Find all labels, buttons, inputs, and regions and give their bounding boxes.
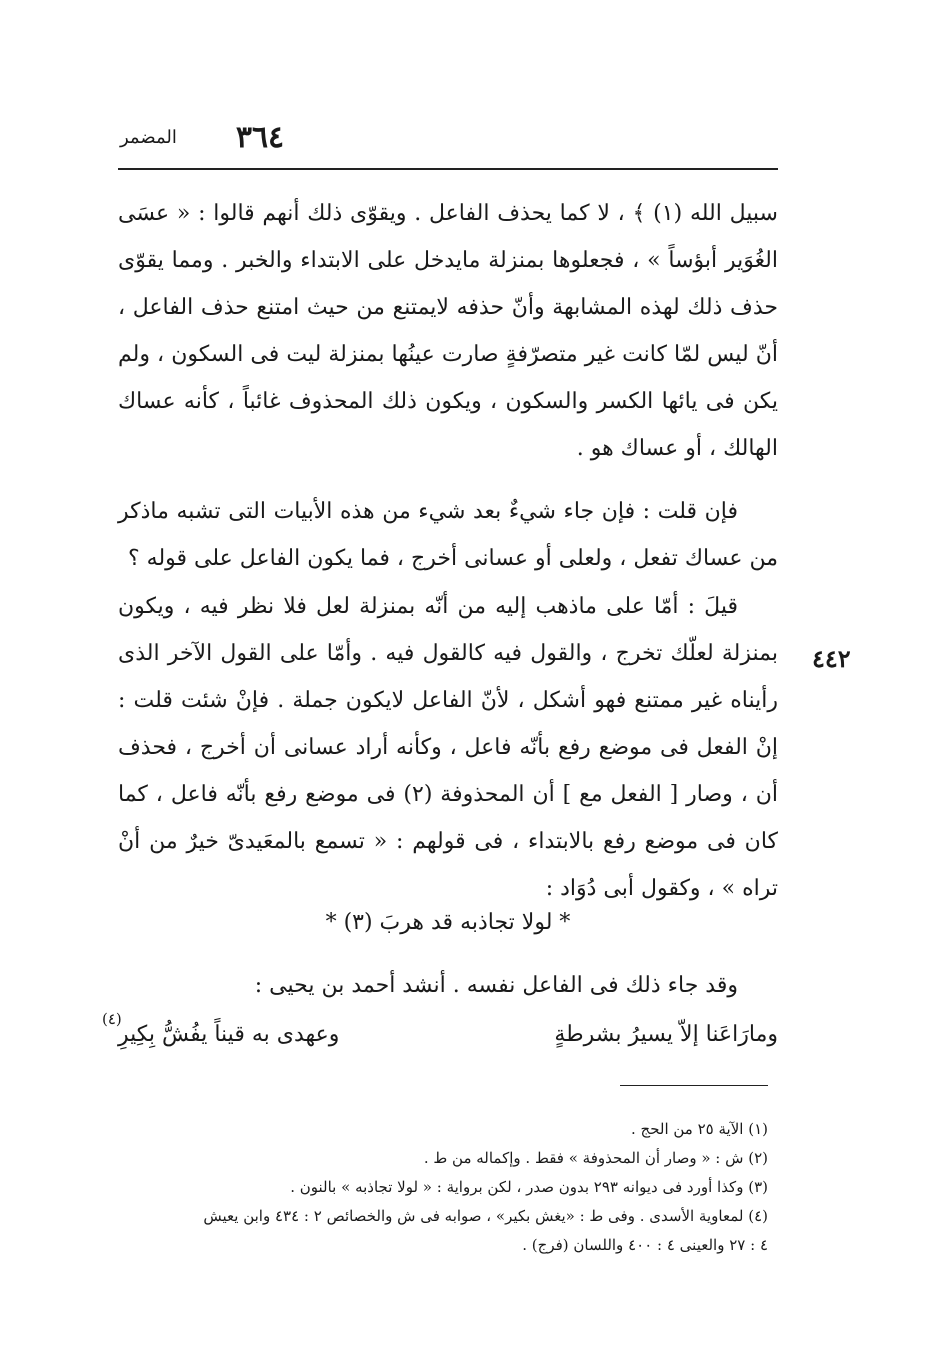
verse-fragment: * لولا تجاذبه قد هربَ (٣) *: [325, 910, 571, 935]
paragraph-1: [118, 190, 778, 472]
page-number: ٣٦٤: [235, 120, 285, 155]
paragraph-4: [118, 962, 778, 1009]
paragraph-4-text: وقد جاء ذلك فى الفاعل نفسه . أنشد أحمد بن يحيى :: [254, 973, 738, 998]
paragraph-1-text: سبيل الله (١) ﴾ ، لا كما يحذف الفاعل . ويقوّى ذلك أنهم قالوا : « عسَى الغُوَير أبؤساً » ، فجعلوها بمنزلة مايدخل على الابتداء والخبر . ومما يقوّى حذف ذلك لهذه المشابهة وأنّ حذفه لايمتنع من حيث امتنع حذف الفاعل ، أنّ ليس لمّا كانت غير متصرّفةٍ صارت عينُها بمنزلة ليت فى السكون ، ولم يكن فى يائها الكسر والسكون ، ويكون ذلك المحذوف غائباً ، كأنه عساك الهالك ، أو عساك هو .: [118, 201, 778, 461]
footnote-1: (١) الآية ٢٥ من الحج .: [630, 1120, 768, 1138]
poem-second-hemistich: وعهدى به قيناً يفُشُّ بِكِيرِ: [118, 1022, 340, 1047]
poem-first-hemistich: ومارَاعَنا إلاّ يسيرُ بشرطةٍ: [554, 1022, 778, 1047]
footnote-4-continued: ٤ : ٢٧ والعينى ٤ : ٤٠٠ واللسان (فرج) .: [522, 1236, 768, 1254]
footnote-2: (٢) ش : « وصار أن المحذوفة » فقط . وإكماله من ط .: [423, 1149, 768, 1167]
footnote-4: (٤) لمعاوية الأسدى . وفى ط : «يغش بكير» ، صوابه فى ش والخصائص ٢ : ٤٣٤ وابن يعيش: [203, 1207, 768, 1225]
paragraph-2-text: فإن قلت : فإن جاء شيءٌ بعد شيء من هذه الأبيات التى تشبه ماذكر من عساك تفعل ، ولعلى أو عسانى أخرج ، فما يكون الفاعل على قوله ؟: [118, 499, 778, 571]
header-rule: [118, 168, 778, 170]
paragraph-3-text: قيلَ : أمّا على ماذهب إليه من أنّه بمنزلة لعل فلا نظر فيه ، ويكون بمنزلة لعلّك تخرج ، والقول فيه كالقول فيه . وأمّا على القول الآخر الذى رأيناه غير ممتنع فهو أشكل ، لأنّ الفاعل لايكون جملة . فإنْ شئت قلت : إنْ الفعل فى موضع رفع بأنّه فاعل ، وكأنه أراد عسانى أن أخرج ، فحذف أن ، وصار [ الفعل مع ] أن المحذوفة (٢) فى موضع رفع بأنّه فاعل ، كما كان فى موضع رفع بالابتداء ، فى قولهم : « تسمع بالمعَيدىّ خيرٌ من أنْ تراه » ، وكقول أبى دُوَاد :: [118, 594, 778, 901]
running-title: المضمر: [120, 127, 177, 148]
footnotes: [118, 1115, 768, 1260]
paragraph-2: [118, 488, 778, 582]
footnote-rule: [620, 1085, 768, 1086]
poem-footnote-mark: (٤): [102, 1010, 122, 1028]
footnote-3: (٣) وكذا أورد فى ديوانه ٢٩٣ بدون صدر ، لكن برواية : « لولا تجاذبه » بالنون .: [290, 1178, 768, 1196]
paragraph-3: [118, 583, 778, 912]
margin-page-reference: ٤٤٢: [812, 644, 851, 673]
